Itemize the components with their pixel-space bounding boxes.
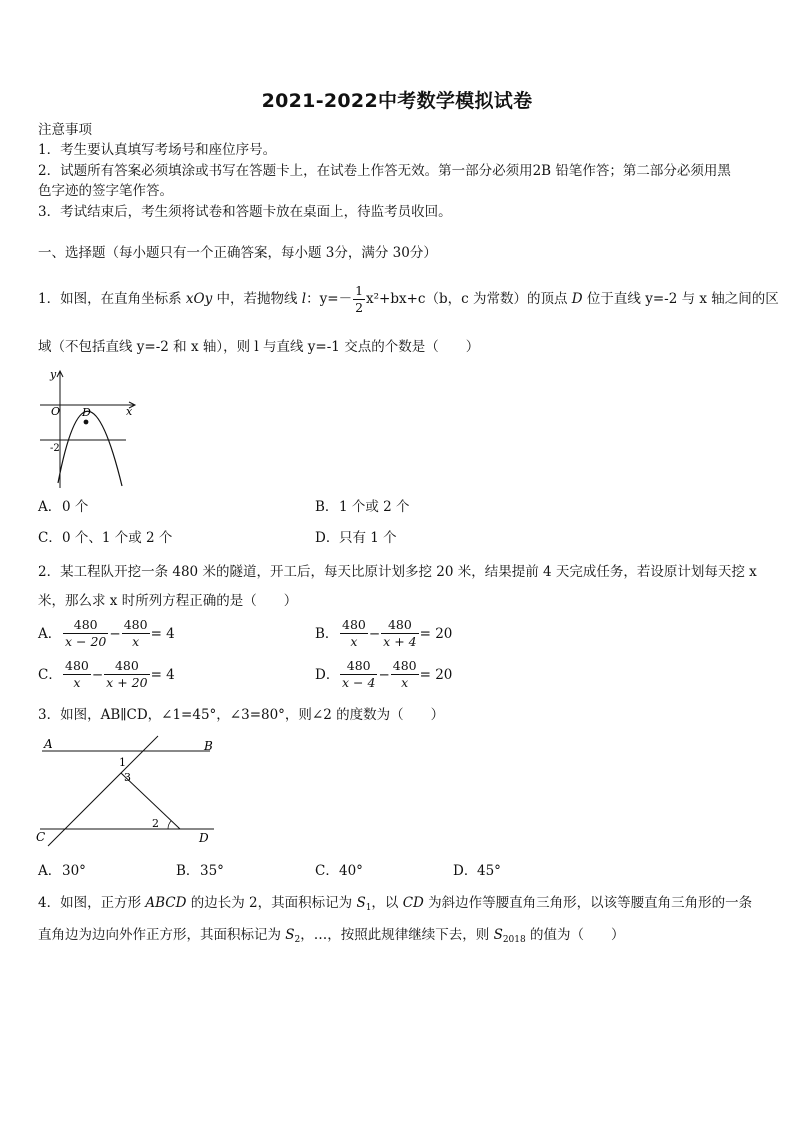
q2-option-c[interactable] xyxy=(38,658,175,691)
q2-d-minus: − xyxy=(378,666,390,683)
page-title: 2021-2022中考数学模拟试卷 xyxy=(261,90,533,112)
q2-d-frac1 xyxy=(340,658,377,691)
q2-option-c-label: C． xyxy=(38,666,62,683)
q1-option-d-label: D． xyxy=(315,530,340,546)
q4-stem-line2 xyxy=(38,926,625,949)
q2-option-d[interactable] xyxy=(315,658,452,691)
q1-option-b[interactable] xyxy=(315,498,410,516)
q3-option-d-text: 45° xyxy=(477,863,501,879)
q1-parabola-figure xyxy=(38,368,138,490)
q2-b-minus: − xyxy=(368,625,381,642)
q2-b-d2: x + 4 xyxy=(383,634,417,649)
q4-cd: CD xyxy=(402,895,424,911)
q2-d-d1: x − 4 xyxy=(342,675,376,690)
q3-option-b-text: 35° xyxy=(200,863,224,879)
q4-stem-line1 xyxy=(38,894,752,917)
q1-xoy: xOy xyxy=(185,291,213,307)
q4-abcd: ABCD xyxy=(145,895,187,911)
q1-text-e: 位于直线 y=-2 与 x 轴之间的区 xyxy=(582,291,779,307)
q2-c-n2: 480 xyxy=(104,658,149,675)
q3-label-angle-1: 1 xyxy=(119,756,126,769)
q1-option-a-label: A． xyxy=(38,499,62,515)
q4-text-e: 直角边为边向外作正方形，其面积标记为 xyxy=(38,927,286,943)
q1-text-a: 1．如图，在直角坐标系 xyxy=(38,291,186,307)
q4-text-d: 为斜边作等腰直角三角形，以该等腰直角三角形的一条 xyxy=(423,895,753,911)
q2-a-rhs: = 4 xyxy=(150,625,175,642)
q3-label-a: A xyxy=(44,737,53,751)
q1-label-o: O xyxy=(51,405,61,418)
q2-stem-line2: 米，那么求 x 时所列方程正确的是（ ） xyxy=(38,593,298,609)
q2-d-d2: x xyxy=(401,675,409,690)
q2-option-b-label: B． xyxy=(315,625,339,642)
q1-text-c: ：y=－ xyxy=(306,291,353,307)
q2-option-b-eq xyxy=(315,617,452,650)
q2-option-d-eq xyxy=(315,658,452,691)
q2-option-c-eq xyxy=(38,658,175,691)
q2-option-a[interactable] xyxy=(38,617,175,650)
q1-vertex-point xyxy=(84,420,89,425)
q1-frac-num: 1 xyxy=(355,283,364,298)
q3-option-d[interactable] xyxy=(453,862,501,880)
q4-text-a: 4．如图，正方形 xyxy=(38,895,146,911)
q1-label-x: x xyxy=(126,405,133,418)
q1-option-a[interactable] xyxy=(38,498,88,516)
q1-option-b-label: B． xyxy=(315,499,339,515)
notice-heading: 注意事项 xyxy=(38,122,92,138)
q2-a-n2: 480 xyxy=(123,617,148,632)
notice-item-2: 2．试题所有答案必须填涂或书写在答题卡上，在试卷上作答无效。第一部分必须用2B 铅笔作答；第二部分必须用黑 xyxy=(38,163,731,179)
q1-label-d: D xyxy=(82,406,91,419)
q4-text-c: ，以 xyxy=(371,895,403,911)
q3-label-angle-2: 2 xyxy=(152,817,159,830)
q1-frac-den: 2 xyxy=(355,300,364,315)
q2-option-d-label: D． xyxy=(315,666,340,683)
q1-option-a-text: 0 个 xyxy=(62,499,89,515)
q1-text-d: x²+bx+c（b，c 为常数）的顶点 xyxy=(366,291,572,307)
q3-option-c-label: C． xyxy=(315,863,339,879)
q4-s1: S xyxy=(356,895,366,911)
q2-a-d1: x − 20 xyxy=(65,634,107,649)
q1-option-b-text: 1 个或 2 个 xyxy=(339,499,410,515)
q1-option-c-text: 0 个、1 个或 2 个 xyxy=(62,530,173,546)
q3-option-b-label: B． xyxy=(176,863,200,879)
q3-label-d: D xyxy=(199,831,209,845)
q3-option-a[interactable] xyxy=(38,862,86,880)
q4-s2-sub: 2 xyxy=(294,935,301,945)
q2-c-minus: − xyxy=(91,666,104,683)
q2-a-d2: x xyxy=(132,634,140,649)
q2-c-n1: 480 xyxy=(65,658,89,673)
q2-c-d2: x + 20 xyxy=(106,675,148,690)
q3-option-a-label: A． xyxy=(38,863,62,879)
q2-c-frac1 xyxy=(63,658,91,691)
q2-b-frac1 xyxy=(340,617,368,650)
q2-b-n2: 480 xyxy=(381,617,418,634)
q4-s2018-sub: 2018 xyxy=(502,935,526,945)
q2-a-minus: − xyxy=(109,625,121,642)
q4-s1-sub: 1 xyxy=(365,903,372,913)
q2-d-n1: 480 xyxy=(340,658,377,675)
q1-label-y: y xyxy=(50,368,57,381)
q2-option-a-eq xyxy=(38,617,175,650)
q1-option-d[interactable] xyxy=(315,529,397,547)
q2-a-frac2 xyxy=(122,617,150,650)
q3-parallel-lines-figure xyxy=(34,734,224,850)
q1-option-c-label: C． xyxy=(38,530,62,546)
q2-c-frac2 xyxy=(104,658,149,691)
q2-d-rhs: = 20 xyxy=(419,666,453,683)
q2-stem-line1: 2．某工程队开挖一条 480 米的隧道，开工后，每天比原计划多挖 20 米，结果提前 4 天完成任务，若设原计划每天挖 x xyxy=(38,564,757,580)
q2-b-d1: x xyxy=(350,634,358,649)
q3-angle-mark-2 xyxy=(168,821,171,829)
q3-label-angle-3: 3 xyxy=(124,771,131,784)
q2-c-d1: x xyxy=(73,675,81,690)
q3-option-d-label: D． xyxy=(453,863,478,879)
q4-text-b: 的边长为 2，其面积标记为 xyxy=(186,895,357,911)
q3-option-a-text: 30° xyxy=(62,863,86,879)
q4-text-f: ，…，按照此规律继续下去，则 xyxy=(300,927,494,943)
q2-b-n1: 480 xyxy=(342,617,366,632)
notice-item-2-cont: 色字迹的签字笔作答。 xyxy=(38,183,173,199)
q3-label-b: B xyxy=(204,739,213,753)
q3-stem: 3．如图，AB∥CD，∠1=45°，∠3=80°，则∠2 的度数为（ ） xyxy=(38,707,445,723)
q2-option-b[interactable] xyxy=(315,617,452,650)
notice-item-3: 3．考试结束后，考生须将试卷和答题卡放在桌面上，待监考员收回。 xyxy=(38,204,452,220)
section-heading: 一、选择题（每小题只有一个正确答案，每小题 3分，满分 30分） xyxy=(38,245,437,261)
notice-item-1: 1．考生要认真填写考场号和座位序号。 xyxy=(38,142,277,158)
q2-d-frac2 xyxy=(391,658,419,691)
q1-l: l xyxy=(301,291,307,307)
q3-label-c: C xyxy=(36,830,46,844)
q2-b-frac2 xyxy=(381,617,418,650)
q1-stem-line1 xyxy=(38,283,779,316)
q2-option-a-label: A． xyxy=(38,625,62,642)
q2-d-n2: 480 xyxy=(392,658,417,673)
q3-option-b[interactable] xyxy=(176,862,224,880)
q1-parabola xyxy=(58,411,122,486)
q1-stem-line2: 域（不包括直线 y=-2 和 x 轴），则 l 与直线 y=-1 交点的个数是（ ） xyxy=(38,339,480,355)
q2-a-n1: 480 xyxy=(63,617,108,634)
q2-b-rhs: = 20 xyxy=(419,625,453,642)
q4-s2: S xyxy=(285,927,295,943)
q1-option-d-text: 只有 1 个 xyxy=(339,530,397,546)
q3-option-c-text: 40° xyxy=(339,863,363,879)
q1-label-neg2: -2 xyxy=(50,443,60,454)
q1-d: D xyxy=(571,291,583,307)
q4-text-g: 的值为（ ） xyxy=(525,927,625,943)
q1-option-c[interactable] xyxy=(38,529,172,547)
q2-a-frac1 xyxy=(63,617,108,650)
q1-text-b: 中，若抛物线 xyxy=(212,291,302,307)
q3-option-c[interactable] xyxy=(315,862,363,880)
q4-s2018: S xyxy=(493,927,503,943)
q2-c-rhs: = 4 xyxy=(150,666,175,683)
q1-fraction xyxy=(353,283,365,316)
